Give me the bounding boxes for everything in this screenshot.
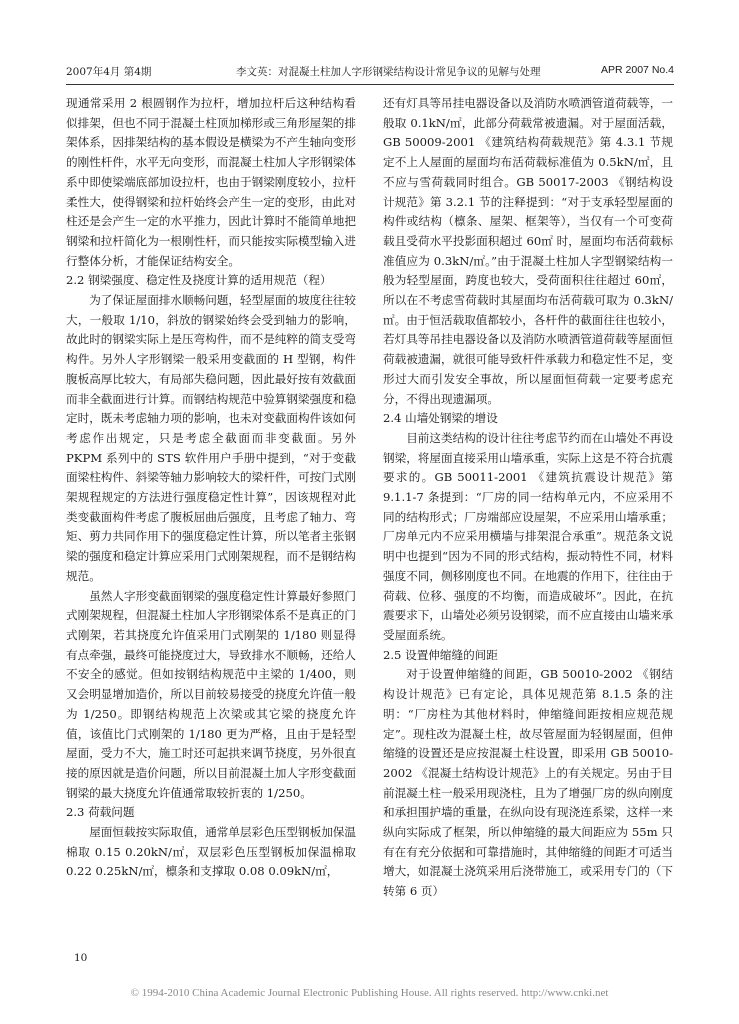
section-heading: 2.2 钢梁强度、稳定性及挠度计算的适用规范（程） xyxy=(66,273,332,288)
section-heading: 2.5 设置伸缩缝的间距 xyxy=(383,647,498,662)
header-issue-english: APR 2007 No.4 xyxy=(601,64,674,76)
paragraph: 目前这类结构的设计往往考虑节约而在山墙处不再设钢梁，将屋面直接采用山墙承重，实际上这是不符合抗震要求的。GB 50011-2001 《建筑抗震设计规范》第 9.1.1-7 条提到：“厂房的同一结构单元内，不应采用不同的结构形式；厂房端部应设屋架，不应采用山墙承重；厂房单元内不应采用横墙与排架混合承重”。规范条文说明中也提到“因为不同的形式结构，振动特性不同，材料强度不同，侧移刚度也不同。在地震的作用下，往往由于荷载、位移、强度的不均衡，而造成破坏”。因此，在抗震要求下，山墙处必须另设钢梁，而不应直接由山墙来承受屋面系统。 xyxy=(383,430,673,642)
paragraph: 现通常采用 2 根圆钢作为拉杆，增加拉杆后这种结构看似排架，但也不同于混凝土柱顶加梯形或三角形屋架的排架体系，因排架结构的基本假设是横梁为不产生轴向变形的刚性杆件，水平无向变形，而混凝土柱加人字形钢梁体系中即使梁端底部加设拉杆，也由于钢梁刚度较小，拉杆柔性大，使得钢梁和拉杆始终会产生一定的变形，由此对柱还是会产生一定的水平推力，因此计算时不能简单地把钢梁和拉杆简化为一根刚性杆，而只能按实际模型输入进行整体分析，才能保证结构安全。 xyxy=(66,96,356,268)
paragraph: 虽然人字形变截面钢梁的强度稳定性计算最好参照门式刚架规程，但混凝土柱加人字形钢梁体系不是真正的门式刚架，若其挠度允许值采用门式刚架的 1/180 则显得有点牵强，最终可能挠度过大，导致排水不顺畅，还给人不安全的感觉。但如按钢结构规范中主梁的 1/400，则又会明显增加造价，所以目前较易接受的挠度允许值一般为 1/250。即钢结构规范上次梁或其它梁的挠度允许值，该值比门式刚架的 1/180 更为严格，且由于是轻型屋面，受力不大，施工时还可起拱来调节挠度，另外很直接的原因就是造价问题，所以目前混凝土加人字形变截面钢梁的最大挠度允许值通常取较折衷的 1/250。 xyxy=(66,588,356,800)
page-number: 10 xyxy=(74,952,88,964)
section-heading: 2.3 荷载问题 xyxy=(66,805,135,820)
header-article-title: 李文英：对混凝土柱加人字形钢梁结构设计常见争议的见解与处理 xyxy=(236,66,541,78)
copyright-footer: © 1994-2010 China Academic Journal Electronic Publishing House. All rights reserved. http://www.cnki.net xyxy=(130,987,609,999)
paragraph: 屋面恒载按实际取值，通常单层彩色压型钢板加保温棉取 0.15 0.20kN/㎡，双层彩色压型钢板加保温棉取 0.22 0.25kN/㎡，檩条和支撑取 0.08 0.09kN/㎡， xyxy=(66,825,356,879)
running-header xyxy=(66,60,674,85)
paragraph: 还有灯具等吊挂电器设备以及消防水喷洒管道荷载等，一般取 0.1kN/㎡，此部分荷载常被遗漏。对于屋面活载，GB 50009-2001 《建筑结构荷载规范》第 4.3.1 节规定不上人屋面的屋面均布活荷载标准值为 0.5kN/㎡，且不应与雪荷载同时组合。GB 50017-2003 《钢结构设计规范》第 3.2.1 节的注释提到：“对于支承轻型屋面的构件或结构（檩条、屋架、框架等），当仅有一个可变荷载且受荷水平投影面积超过 60㎡ 时，屋面均布活荷载标准值应为 0.3kN/㎡。”由于混凝土柱加人字型钢梁结构一般为轻型屋面，跨度也较大，受荷面积往往超过 60㎡，所以在不考虑雪荷载时其屋面均布活荷载可取为 0.3kN/㎡。由于恒活载取值都较小，各杆件的截面往往也较小，若灯具等吊挂电器设备以及消防水喷洒管道荷载等屋面恒荷载被遗漏，就很可能导致杆件承载力和稳定性不足，变形过大而引发安全事故，所以屋面恒荷载一定要考虑充分，不得出现遗漏项。 xyxy=(383,96,673,406)
paragraph: 为了保证屋面排水顺畅问题，轻型屋面的坡度往往较大，一般取 1/10，斜放的钢梁始终会受到轴力的影响，故此时的钢梁实际上是压弯构件，而不是纯粹的简支受弯构件。另外人字形钢梁一般采用变截面的 H 型钢，构件腹板高厚比较大，有局部失稳问题，因此最好按有效截面而非全截面进行计算。而钢结构规范中验算钢梁强度和稳定时，既未考虑轴力项的影响，也未对变截面构件该如何考虑作出规定，只是考虑全截面而非变截面。另外 PKPM 系列中的 STS 软件用户手册中提到，“对于变截面梁柱构件、斜梁等轴力影响较大的梁杆件，可按门式刚架规程规定的方法进行强度稳定性计算”，因该规程对此类变截面构件考虑了腹板屈曲后强度，且考虑了轴力、弯矩、剪力共同作用下的强度稳定性计算，所以笔者主张钢梁的强度和稳定计算应采用门式刚架规程，而不是钢结构规范。 xyxy=(66,293,356,583)
section-heading: 2.4 山墙处钢梁的增设 xyxy=(383,411,498,426)
paragraph: 对于设置伸缩缝的间距，GB 50010-2002 《钢结构设计规范》已有定论，具体见规范第 8.1.5 条的注明：“厂房柱为其他材料时，伸缩缝间距按相应规范规定”。现柱改为混凝土柱，故尽管屋面为轻钢屋面，但伸缩缝的设置还是应按混凝土柱设置，即采用 GB 50010-2002 《混凝土结构设计规范》上的有关规定。另由于目前混凝土柱一般采用现浇柱，且为了增强厂房的纵向刚度和承担围护墙的重量，在纵向设有现浇连系梁，这样一来纵向实际成了框架，所以伸缩缝的最大间距应为 55m 只有在有充分依据和可靠措施时，其伸缩缝的间距才可适当增大，如混凝土浇筑采用后浇带施工，或采用专门的（下转第 6 页） xyxy=(383,667,673,899)
right-column xyxy=(383,94,673,902)
header-issue-date: 2007年4月 第4期 xyxy=(66,66,152,78)
left-column xyxy=(66,94,356,882)
